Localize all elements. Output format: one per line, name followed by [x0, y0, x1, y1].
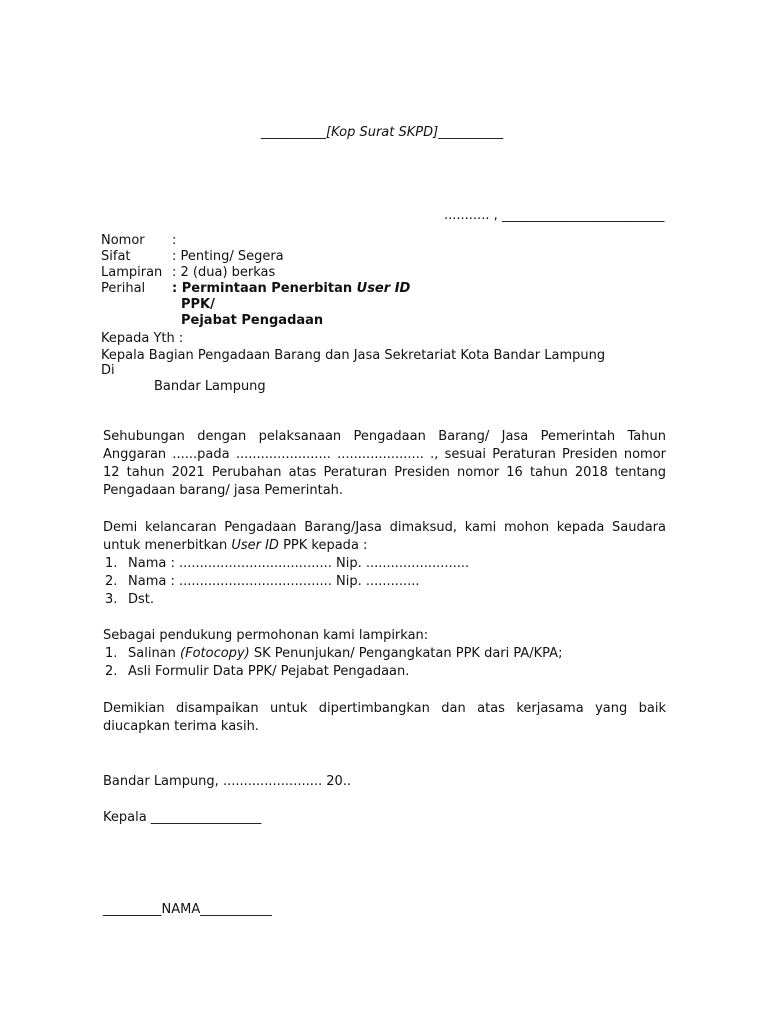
request-text-b: PPK kepada :: [278, 538, 368, 553]
list-item: [103, 591, 469, 609]
list-item-number: 1.: [105, 646, 118, 661]
list-item-number: 3.: [105, 592, 118, 607]
list-item-number: 2.: [105, 664, 118, 679]
lampiran-value: : 2 (dua) berkas: [172, 265, 276, 280]
signature-name: _________NAMA___________: [103, 902, 272, 917]
recipient-name: Kepala Bagian Pengadaan Barang dan Jasa Sekretariat Kota Bandar Lampung: [101, 348, 606, 363]
perihal-line-3: Pejabat Pengadaan: [181, 313, 324, 328]
perihal-user-id: User ID: [356, 281, 411, 296]
place-date: Bandar Lampung, ........................ 20..: [103, 774, 352, 789]
opening-paragraph: Sehubungan dengan pelaksanaan Pengadaan Barang/ Jasa Pemerintah Tahun Anggaran ......pada ....................... ..................... ., sesuai Peraturan Presiden nomor 12 tahun 2021 Perubahan atas Peraturan Presiden nomor 16 tahun 2018 tentang Pengadaan barang/ jasa Pemerintah.: [103, 429, 666, 498]
attachment-1-text-a: Salinan: [128, 646, 181, 661]
perihal-line-2: PPK/: [181, 297, 215, 312]
request-paragraph: [103, 519, 666, 555]
list-item-text: [128, 645, 562, 663]
list-item-text: Nama : ..................................... Nip. .........................: [128, 556, 470, 571]
recipient-city: Bandar Lampung: [154, 379, 266, 394]
list-item-number: 1.: [105, 556, 118, 571]
list-item: [103, 663, 562, 681]
perihal-label: Perihal: [101, 281, 146, 296]
nomor-label: Nomor: [101, 233, 145, 248]
list-item: [103, 573, 469, 591]
recipient-di: Di: [101, 363, 115, 378]
attachment-1-fotocopy: (Fotocopy): [180, 646, 250, 661]
attachment-1-text-b: SK Penunjukan/ Pengangkatan PPK dari PA/KPA;: [249, 646, 563, 661]
list-item-text: Dst.: [128, 592, 155, 607]
letterhead: __________[Kop Surat SKPD]__________: [261, 125, 504, 140]
list-item-text: Nama : ..................................... Nip. .............: [128, 574, 420, 589]
attachments-intro: Sebagai pendukung permohonan kami lampirkan:: [103, 628, 429, 643]
list-item: [103, 645, 562, 663]
request-user-id: User ID: [231, 538, 279, 553]
nominee-list: [103, 555, 469, 609]
attachments-list: [103, 645, 562, 681]
nomor-value: :: [172, 233, 177, 248]
request-text-a: Demi kelancaran Pengadaan Barang/Jasa dimaksud, kami mohon kepada Saudara untuk menerbitkan: [103, 520, 666, 553]
kepala-line: Kepala _________________: [103, 810, 262, 825]
list-item-text: Asli Formulir Data PPK/ Pejabat Pengadaan.: [128, 664, 410, 679]
closing-paragraph: Demikian disampaikan untuk dipertimbangkan dan atas kerjasama yang baik diucapkan terima kasih.: [103, 701, 666, 734]
date-line: ........... , _________________________: [444, 208, 665, 223]
list-item: [103, 555, 469, 573]
list-item-number: 2.: [105, 574, 118, 589]
perihal-prefix: : Permintaan Penerbitan: [172, 281, 357, 296]
lampiran-label: Lampiran: [101, 265, 163, 280]
kepada-yth: Kepada Yth :: [101, 331, 184, 346]
sifat-value: : Penting/ Segera: [172, 249, 284, 264]
sifat-label: Sifat: [101, 249, 131, 264]
